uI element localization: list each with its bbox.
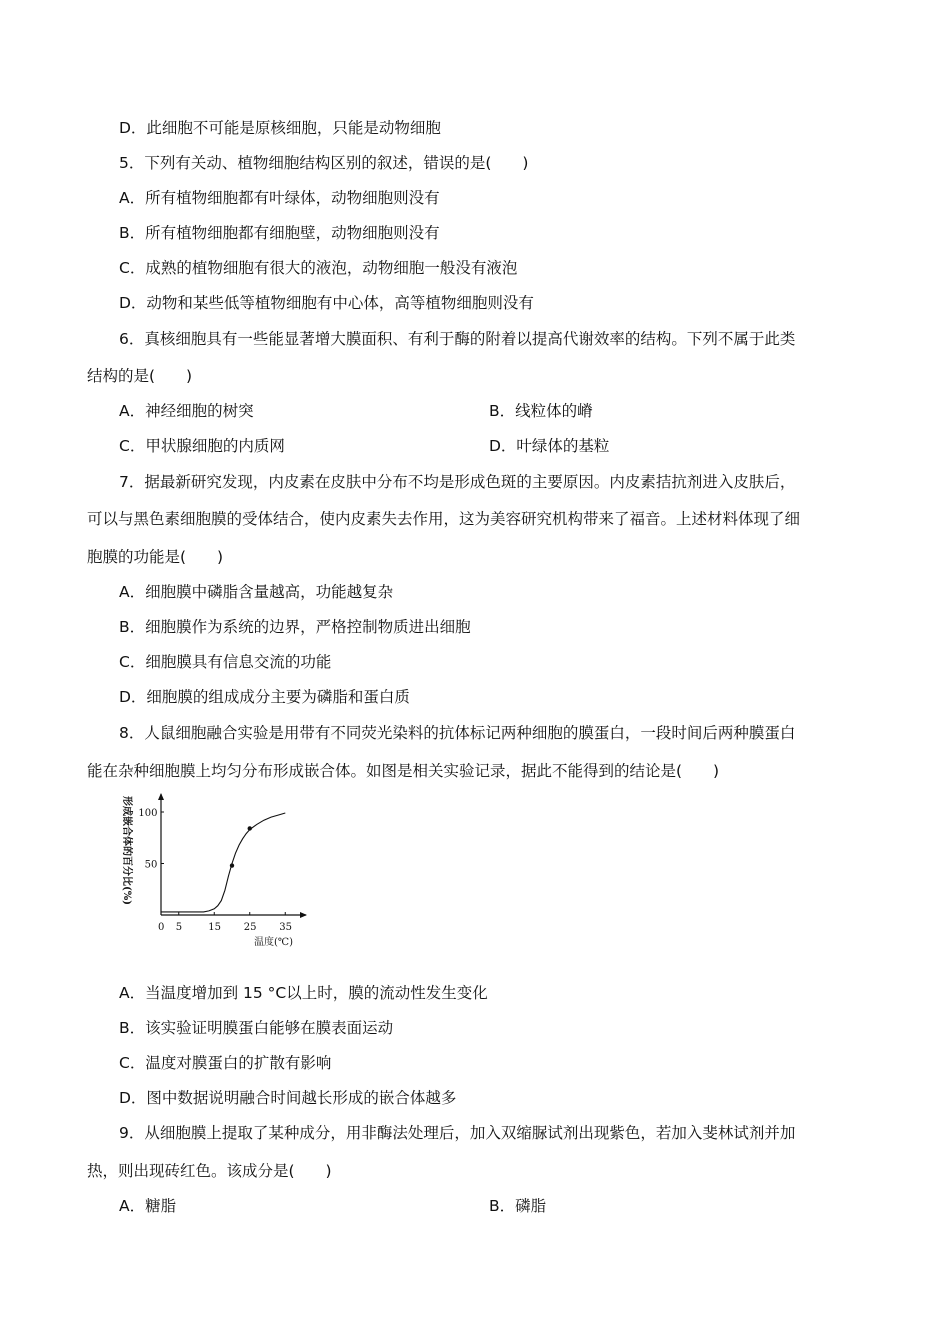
question-7-stem-line1: 7．据最新研究发现，内皮素在皮肤中分布不均是形成色斑的主要原因。内皮素拮抗剂进入皮肤后， xyxy=(119,473,796,491)
fusion-chart-svg xyxy=(116,788,316,953)
question-6-option-a: A．神经细胞的树突 xyxy=(119,402,254,420)
question-7-stem-line2: 可以与黑色素细胞膜的受体结合，使内皮素失去作用，这为美容研究机构带来了福音。上述材料体现了细 xyxy=(87,510,801,528)
question-6-stem-line1: 6．真核细胞具有一些能显著增大膜面积、有利于酶的附着以提高代谢效率的结构。下列不属于此类 xyxy=(119,330,796,348)
question-9-stem-line2: 热，则出现砖红色。该成分是( ) xyxy=(87,1162,332,1180)
question-8-option-b: B．该实验证明膜蛋白能够在膜表面运动 xyxy=(119,1019,394,1037)
question-5-option-d: D．动物和某些低等植物细胞有中心体，高等植物细胞则没有 xyxy=(119,294,534,312)
question-9-option-a: A．糖脂 xyxy=(119,1197,177,1215)
question-5-stem: 5．下列有关动、植物细胞结构区别的叙述，错误的是( ) xyxy=(119,154,529,172)
question-7-option-c: C．细胞膜具有信息交流的功能 xyxy=(119,653,332,671)
x-tick-label: 0 xyxy=(158,922,165,933)
x-tick-label: 15 xyxy=(208,922,221,933)
x-tick-label: 5 xyxy=(175,922,183,933)
question-6-option-d: D．叶绿体的基粒 xyxy=(489,437,610,455)
x-tick-label: 25 xyxy=(243,922,257,933)
option-d-prev: D．此细胞不可能是原核细胞，只能是动物细胞 xyxy=(119,119,441,137)
y-axis-label: 形成嵌合体的百分比(%) xyxy=(121,796,132,905)
series-curve xyxy=(161,813,285,912)
question-5-option-b: B．所有植物细胞都有细胞壁，动物细胞则没有 xyxy=(119,224,440,242)
data-point xyxy=(230,863,234,867)
question-9-option-b: B．磷脂 xyxy=(489,1197,547,1215)
question-7-option-a: A．细胞膜中磷脂含量越高，功能越复杂 xyxy=(119,583,394,601)
question-7-option-b: B．细胞膜作为系统的边界，严格控制物质进出细胞 xyxy=(119,618,471,636)
question-8-option-d: D．图中数据说明融合时间越长形成的嵌合体越多 xyxy=(119,1089,457,1107)
question-8-option-c: C．温度对膜蛋白的扩散有影响 xyxy=(119,1054,332,1072)
data-point xyxy=(248,826,252,830)
question-8-stem-line1: 8．人鼠细胞融合实验是用带有不同荧光染料的抗体标记两种细胞的膜蛋白，一段时间后两种膜蛋白 xyxy=(119,724,796,742)
fusion-chart xyxy=(116,788,316,953)
x-tick-label: 35 xyxy=(279,922,292,933)
question-7-stem-line3: 胞膜的功能是( ) xyxy=(87,548,224,566)
question-5-option-a: A．所有植物细胞都有叶绿体，动物细胞则没有 xyxy=(119,189,440,207)
question-8-option-a: A．当温度增加到 15 °C以上时，膜的流动性发生变化 xyxy=(119,984,488,1002)
question-6-stem-line2: 结构的是( ) xyxy=(87,367,193,385)
question-9-stem-line1: 9．从细胞膜上提取了某种成分，用非酶法处理后，加入双缩脲试剂出现紫色，若加入斐林试剂并加 xyxy=(119,1124,796,1142)
y-tick-label: 50 xyxy=(144,859,158,871)
question-8-stem-line2: 能在杂种细胞膜上均匀分布形成嵌合体。如图是相关实验记录，据此不能得到的结论是( ) xyxy=(87,762,720,780)
question-6-option-c: C．甲状腺细胞的内质网 xyxy=(119,437,285,455)
question-5-option-c: C．成熟的植物细胞有很大的液泡，动物细胞一般没有液泡 xyxy=(119,259,518,277)
question-6-option-b: B．线粒体的嵴 xyxy=(489,402,593,420)
y-tick-label: 100 xyxy=(138,808,158,819)
x-axis-label: 温度(℃) xyxy=(254,937,293,948)
question-7-option-d: D．细胞膜的组成成分主要为磷脂和蛋白质 xyxy=(119,688,410,706)
